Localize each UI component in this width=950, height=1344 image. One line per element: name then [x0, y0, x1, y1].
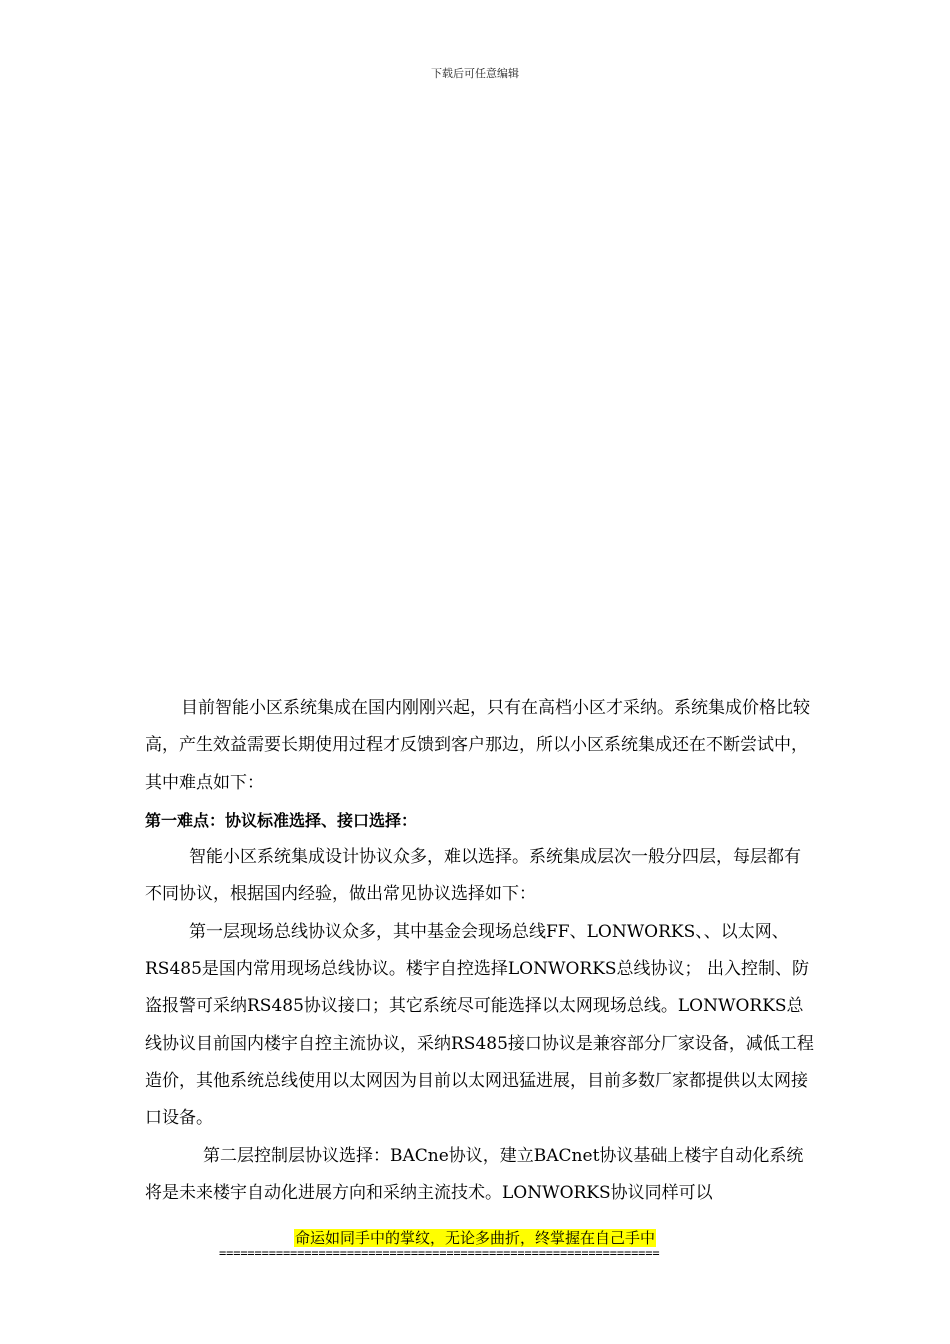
document-body: [145, 690, 815, 1212]
intro-paragraph: 目前智能小区系统集成在国内刚刚兴起，只有在高档小区才采纳。系统集成价格比较高，产生效益需要长期使用过程才反馈到客户那边，所以小区系统集成还在不断尝试中，其中难点如下：: [145, 698, 810, 793]
footer-rule: ==============================================================: [219, 1246, 660, 1260]
section-heading: 第一难点：协议标准选择、接口选择：: [145, 810, 418, 830]
page-header-note: 下载后可任意编辑: [431, 67, 519, 80]
paragraph-layer-one: 第一层现场总线协议众多，其中基金会现场总线FF、LONWORKS、、以太网、RS485是国内常用现场总线协议。楼宇自控选择LONWORKS总线协议； 出入控制、防盗报警可采纳RS485协议接口；其它系统尽可能选择以太网现场总线。LONWORKS总线协议目前国内楼宇自控主流协议，采纳RS485接口协议是兼容部分厂家设备，减低工程造价，其他系统总线使用以太网因为目前以太网迅猛进展，目前多数厂家都提供以太网接口设备。: [145, 921, 814, 1129]
paragraph-protocol-choice: 智能小区系统集成设计协议众多，难以选择。系统集成层次一般分四层，每层都有不同协议，根据国内经验，做出常见协议选择如下：: [145, 847, 801, 905]
footer-slogan-text: 命运如同手中的掌纹，无论多曲折，终掌握在自己手中: [294, 1229, 655, 1247]
paragraph-layer-two: 第二层控制层协议选择：BACne协议，建立BACnet协议基础上楼宇自动化系统将是未来楼宇自动化进展方向和采纳主流技术。LONWORKS协议同样可以: [145, 1145, 804, 1203]
footer-slogan: [0, 1228, 950, 1248]
